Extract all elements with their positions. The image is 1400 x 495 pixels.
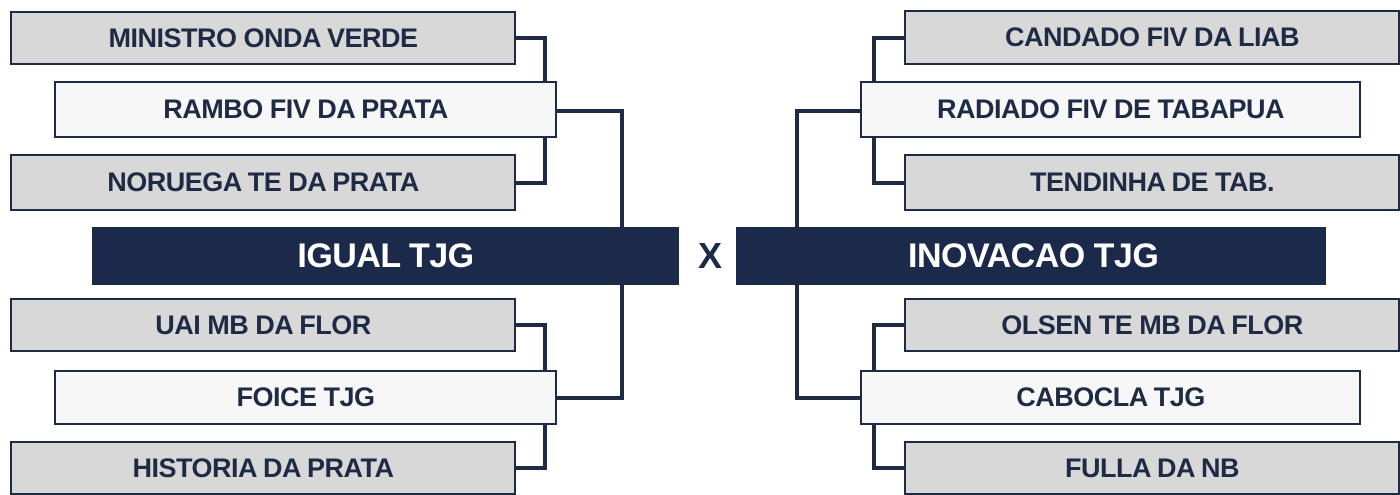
versus-label: X [697, 235, 722, 276]
left-bottom-lower-box [10, 441, 516, 495]
left-team-name: IGUAL TJG [297, 236, 474, 275]
right-top-upper-label: CANDADO FIV DA LIAB [1005, 22, 1299, 52]
left-team-bar [92, 227, 679, 285]
left-top-middle-label: RAMBO FIV DA PRATA [163, 94, 448, 124]
right-top-middle-label: RADIADO FIV DE TABAPUA [936, 94, 1284, 124]
left-top-upper-box [10, 11, 516, 65]
right-bottom-lower-label: FULLA DA NB [1065, 452, 1239, 483]
right-team-bar [736, 227, 1326, 285]
left-top-middle-box [54, 81, 557, 138]
left-bottom-middle-label: FOICE TJG [236, 382, 375, 412]
right-bottom-upper-box [904, 298, 1400, 352]
left-bottom-upper-box [10, 298, 516, 352]
right-top-middle-box [860, 81, 1361, 138]
right-team-name: INOVACAO TJG [908, 236, 1159, 275]
right-bottom-middle-label: CABOCLA TJG [1016, 382, 1205, 412]
left-bottom-middle-box [54, 370, 557, 425]
right-bottom-lower-box [904, 441, 1400, 495]
right-top-lower-label: TENDINHA DE TAB. [1030, 167, 1274, 197]
right-bottom-upper-label: OLSEN TE MB DA FLOR [1001, 309, 1303, 340]
left-top-lower-box [10, 154, 516, 211]
left-top-lower-label: NORUEGA TE DA PRATA [107, 167, 419, 197]
right-bottom-middle-box [860, 370, 1361, 425]
left-top-upper-label: MINISTRO ONDA VERDE [108, 22, 418, 53]
left-bottom-upper-label: UAI MB DA FLOR [155, 309, 371, 340]
right-top-lower-box [904, 154, 1400, 211]
left-bottom-lower-label: HISTORIA DA PRATA [132, 452, 394, 483]
right-top-upper-box [904, 10, 1400, 65]
